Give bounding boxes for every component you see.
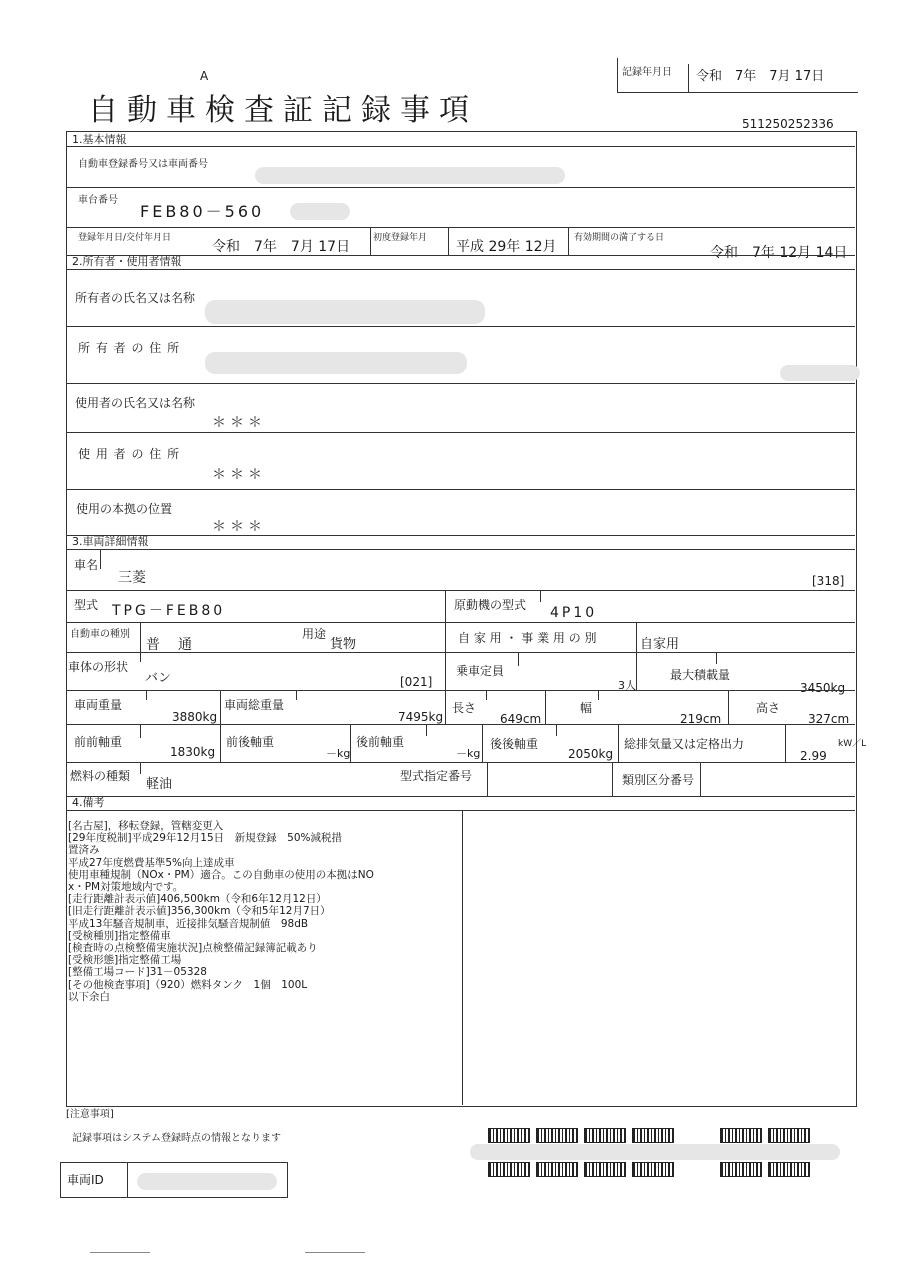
- vehicle-id-redacted: [137, 1173, 277, 1190]
- weight-label: 車両重量: [74, 698, 123, 712]
- record-date-box: [617, 58, 858, 93]
- rear-front-axle-label: 後前軸重: [356, 735, 405, 749]
- private-business-value: 自家用: [640, 637, 680, 652]
- front-rear-axle-label: 前後軸重: [226, 735, 275, 749]
- chassis-label: 車台番号: [78, 195, 118, 206]
- first-reg-label: 初度登録年月: [373, 233, 428, 243]
- section-remarks-heading: 4.備考: [72, 796, 105, 809]
- reg-date-label: 登録年月日/交付年月日: [78, 233, 172, 243]
- capacity-value: 3人: [618, 679, 636, 692]
- section-owner-heading: 2.所有者・使用者情報: [72, 255, 182, 268]
- maker-code: [318]: [812, 574, 845, 588]
- body-shape-code: [021]: [400, 675, 433, 689]
- remarks-text: [名古屋]，移転登録，管轄変更入 [29年度税制]平成29年12月15日 新規登録 50%減税措 置済み 平成27年度燃費基準5%向上達成車 使用車種規制（NOx・PM）適合。この自動車の使用の本拠はNO x・PM対策地域内です。 [走行距離計表示値]406,500km（令和6年12月12日） [旧走行距離計表示値]356,300km（令和5年12月7日） 平成13年騒音規制車，近接排気騒音規制値 98dB [受検種別]指定整備車 [検査時の点検整備実施状況]点検整備記録簿記載あり [受検形態]指定整備工場 [整備工場コード]31－05328 [その他検査事項]（920）燃料タンク 1個 100L 以下余白: [68, 820, 374, 1003]
- gross-weight-value: 7495kg: [398, 710, 444, 724]
- body-shape-value: バン: [145, 671, 172, 686]
- user-name-label: 使用者の氏名又は名称: [75, 396, 196, 410]
- barcode-redacted: [470, 1144, 840, 1160]
- section-vehicle-heading: 3.車両詳細情報: [72, 535, 149, 548]
- model-value: TPG－FEB80: [112, 603, 226, 619]
- section-basic-heading: 1.基本情報: [72, 133, 127, 146]
- owner-name-redacted: [205, 300, 485, 324]
- front-front-axle-value: 1830kg: [170, 745, 216, 759]
- engine-model-label: 原動機の型式: [454, 598, 527, 612]
- rear-rear-axle-label: 後後軸重: [490, 737, 539, 751]
- length-label: 長さ: [452, 701, 477, 715]
- vehicle-id-label: 車両ID: [67, 1173, 104, 1187]
- base-location-value: ＊＊＊: [212, 519, 266, 535]
- purpose-label: 用途: [302, 627, 327, 641]
- owner-address-redacted: [205, 352, 467, 374]
- owner-name-label: 所有者の氏名又は名称: [75, 291, 196, 305]
- user-address-label: 使 用 者 の 住 所: [78, 447, 181, 461]
- maker-label: 車名: [74, 558, 99, 572]
- private-business-label: 自 家 用 ・ 事 業 用 の 別: [458, 631, 597, 645]
- engine-model-value: 4P10: [550, 605, 598, 621]
- rear-rear-axle-value: 2050kg: [568, 747, 614, 761]
- width-label: 幅: [580, 701, 593, 715]
- reg-number-redacted: [255, 167, 565, 184]
- rear-front-axle-value: －kg: [456, 747, 481, 760]
- notice-heading: [注意事項]: [66, 1109, 114, 1120]
- serial-number: 511250252336: [742, 117, 834, 131]
- height-label: 高さ: [756, 701, 781, 715]
- record-date-value: 令和 7年 7月 17日: [696, 69, 825, 84]
- user-address-value: ＊＊＊: [212, 467, 266, 483]
- reg-date-value: 令和 7年 7月 17日: [212, 239, 351, 255]
- max-load-value: 3450kg: [800, 681, 846, 695]
- barcode-row-4: [720, 1162, 810, 1177]
- displacement-value: 2.99: [800, 749, 827, 763]
- user-name-value: ＊＊＊: [212, 415, 266, 431]
- purpose-value: 貨物: [330, 637, 357, 652]
- vehicle-id-box: [60, 1162, 288, 1198]
- model-label: 型式: [74, 598, 99, 612]
- capacity-label: 乗車定員: [456, 664, 505, 678]
- owner-address-label: 所 有 者 の 住 所: [78, 341, 181, 355]
- width-value: 219cm: [680, 712, 722, 726]
- form-mark: A: [200, 69, 209, 83]
- type-designation-label: 型式指定番号: [400, 769, 473, 783]
- barcode-row-3: [488, 1162, 674, 1177]
- fuel-type-label: 燃料の種類: [70, 769, 131, 783]
- max-load-label: 最大積載量: [670, 668, 731, 682]
- front-front-axle-label: 前前軸重: [74, 735, 123, 749]
- notice-text: 記録事項はシステム登録時点の情報となります: [72, 1133, 281, 1144]
- chassis-value: FEB80－560: [140, 202, 265, 221]
- length-value: 649cm: [500, 712, 542, 726]
- barcode-row-2: [720, 1128, 810, 1143]
- expiry-value: 令和 7年 12月 14日: [710, 245, 848, 261]
- front-rear-axle-value: －kg: [326, 747, 351, 760]
- body-shape-label: 車体の形状: [68, 660, 129, 674]
- displacement-label: 総排気量又は定格出力: [624, 737, 745, 751]
- displacement-unit: kW／L: [838, 739, 867, 749]
- first-reg-value: 平成 29年 12月: [456, 239, 557, 255]
- document-title: 自動車検査証記録事項: [88, 93, 478, 128]
- fuel-type-value: 軽油: [146, 777, 173, 792]
- vehicle-kind-label: 自動車の種別: [70, 629, 130, 640]
- expiry-label: 有効期間の満了する日: [574, 233, 665, 243]
- vehicle-kind-value: 普 通: [146, 637, 194, 653]
- classification-label: 類別区分番号: [622, 773, 695, 787]
- owner-address-redacted-2: [780, 365, 860, 381]
- maker-value: 三菱: [118, 570, 146, 586]
- record-date-label: 記録年月日: [622, 67, 672, 78]
- height-value: 327cm: [808, 712, 850, 726]
- reg-number-label: 自動車登録番号又は車両番号: [78, 159, 208, 170]
- gross-weight-label: 車両総重量: [224, 698, 285, 712]
- chassis-redacted: [290, 203, 350, 220]
- weight-value: 3880kg: [172, 710, 218, 724]
- barcode-row-1: [488, 1128, 674, 1143]
- base-location-label: 使用の本拠の位置: [76, 502, 173, 516]
